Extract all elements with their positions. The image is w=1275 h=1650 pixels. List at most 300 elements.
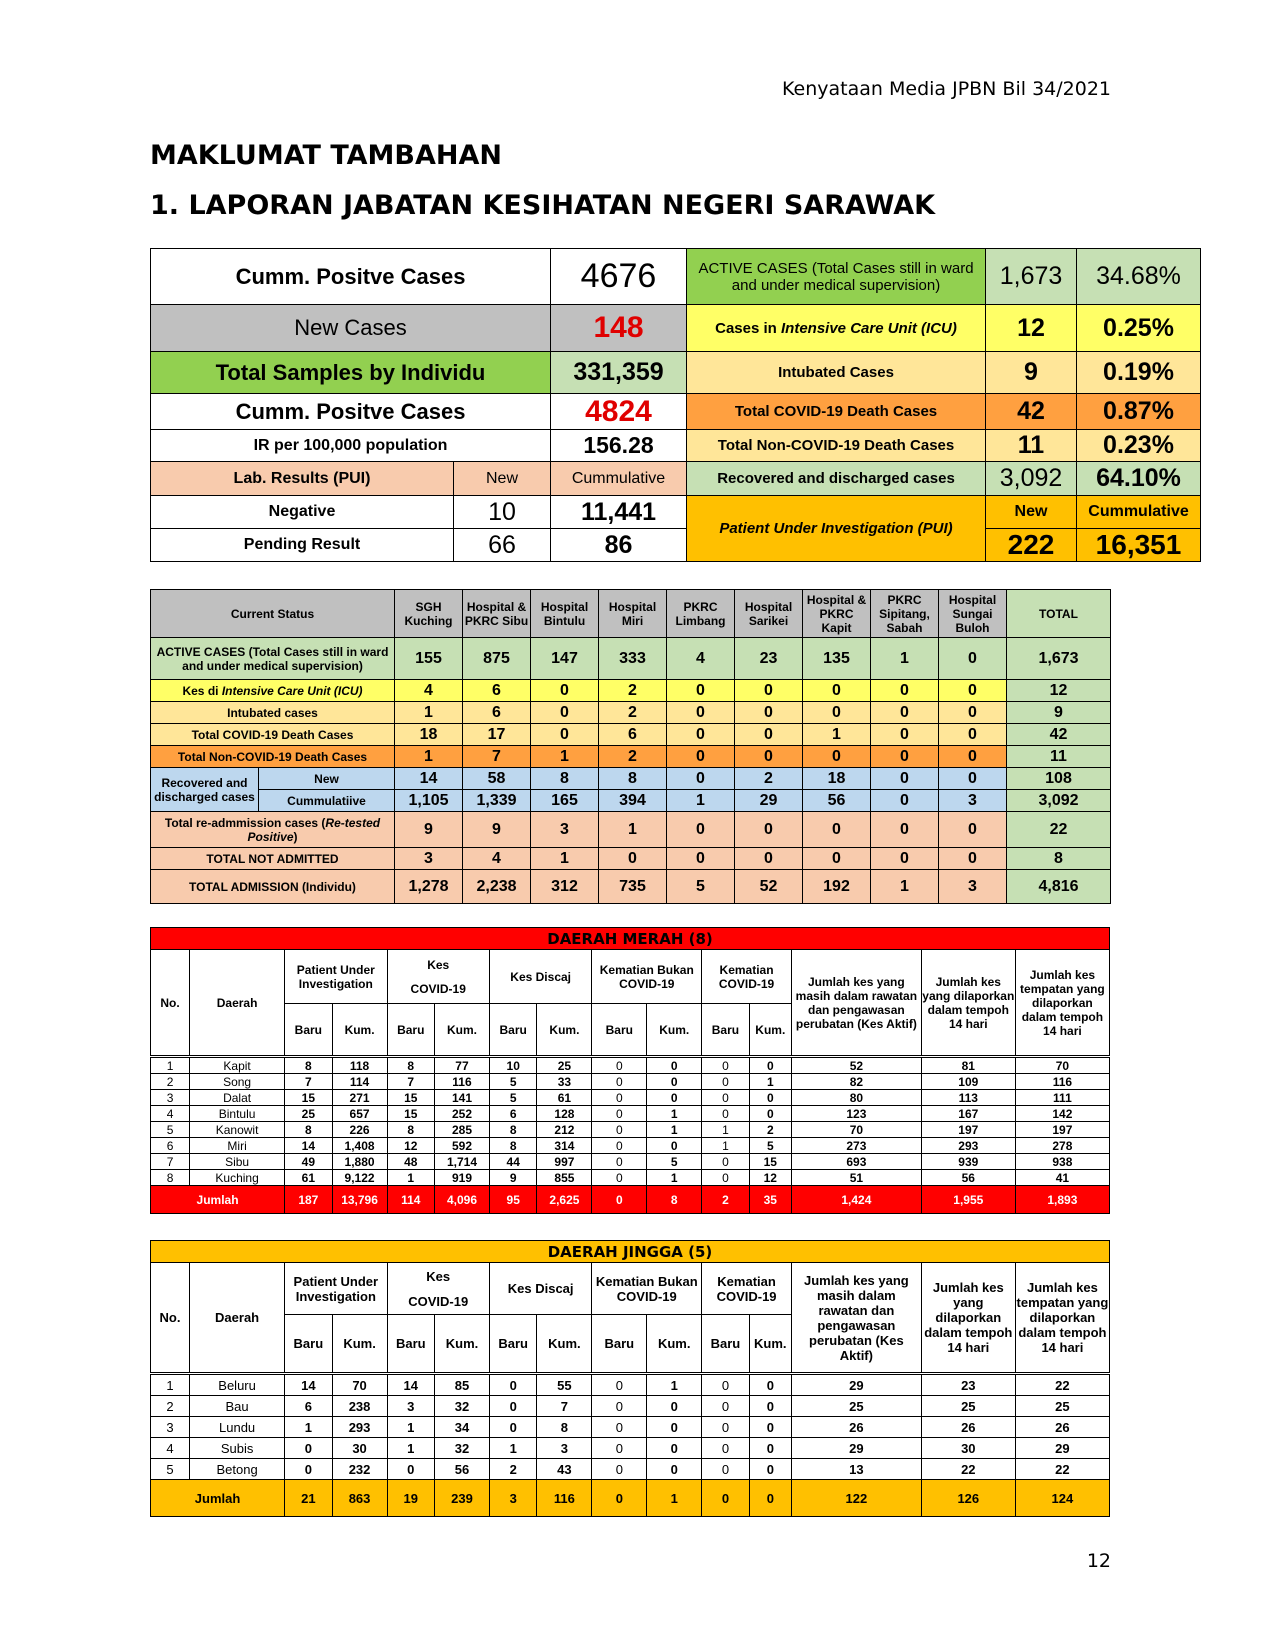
pui-new-header: New bbox=[986, 496, 1077, 529]
merah-cell: 252 bbox=[435, 1106, 490, 1122]
status-header-4: Hospital Miri bbox=[599, 590, 667, 638]
status-notadm-cell: 0 bbox=[667, 848, 735, 870]
jingga-total-cell: Jumlah bbox=[151, 1480, 285, 1517]
non-covid-death-value: 11 bbox=[986, 430, 1077, 462]
merah-cell: 1 bbox=[749, 1074, 791, 1090]
jingga-cell: Subis bbox=[190, 1438, 285, 1459]
status-icu-cell: 0 bbox=[939, 680, 1007, 702]
status-notadm-cell: 1 bbox=[531, 848, 599, 870]
merah-cell: 278 bbox=[1015, 1138, 1109, 1154]
merah-cell: 81 bbox=[921, 1058, 1015, 1074]
table-row bbox=[151, 1090, 1110, 1106]
pui-new-value: 222 bbox=[986, 529, 1077, 562]
status-notadm-cell: 0 bbox=[803, 848, 871, 870]
jingga-h-14a: Jumlah kes yang dilaporkan dalam tempoh 14 hari bbox=[921, 1263, 1015, 1373]
pending-new: 66 bbox=[454, 529, 551, 562]
merah-cell: 0 bbox=[702, 1074, 750, 1090]
status-notadm-cell: 0 bbox=[735, 848, 803, 870]
status-header-1: SGH Kuching bbox=[395, 590, 463, 638]
jingga-cell: 13 bbox=[791, 1459, 921, 1480]
jingga-cell: 0 bbox=[489, 1417, 537, 1438]
recovered-value: 3,092 bbox=[986, 462, 1077, 496]
status-recovered-cum-label: Cummulatiive bbox=[259, 790, 395, 812]
status-icu-cell: 0 bbox=[871, 680, 939, 702]
status-notadm-cell: 0 bbox=[871, 848, 939, 870]
merah-cell: 33 bbox=[537, 1074, 592, 1090]
total-samples-label: Total Samples by Individu bbox=[151, 352, 551, 394]
merah-cell: 226 bbox=[332, 1122, 387, 1138]
status-nondeath-cell: 7 bbox=[463, 746, 531, 768]
merah-total-cell: 35 bbox=[749, 1186, 791, 1214]
status-icu-cell: 0 bbox=[667, 680, 735, 702]
merah-total-cell: Jumlah bbox=[151, 1186, 285, 1214]
cumm-positive-value-2: 4824 bbox=[551, 394, 687, 430]
merah-cell: 0 bbox=[592, 1058, 647, 1074]
status-readm-cell: 0 bbox=[803, 812, 871, 848]
status-icu-cell: 4 bbox=[395, 680, 463, 702]
jingga-cell: 0 bbox=[285, 1459, 333, 1480]
status-intub-cell: 0 bbox=[939, 702, 1007, 724]
cumm-positive-label-2: Cumm. Positve Cases bbox=[151, 394, 551, 430]
merah-cell: 15 bbox=[749, 1154, 791, 1170]
table-row bbox=[151, 1154, 1110, 1170]
recovered-pct: 64.10% bbox=[1077, 462, 1201, 496]
jingga-cell: 55 bbox=[537, 1375, 592, 1396]
status-notadm-cell: 0 bbox=[939, 848, 1007, 870]
jingga-cell: 1 bbox=[151, 1375, 190, 1396]
jingga-total-cell: 0 bbox=[592, 1480, 647, 1517]
merah-cell: 1,714 bbox=[435, 1154, 490, 1170]
merah-cell: 0 bbox=[702, 1170, 750, 1186]
jingga-title: DAERAH JINGGA (5) bbox=[151, 1241, 1110, 1263]
jingga-cell: 29 bbox=[791, 1438, 921, 1459]
status-notadm-cell: 8 bbox=[1007, 848, 1111, 870]
merah-cell: 212 bbox=[537, 1122, 592, 1138]
merah-cell: 123 bbox=[791, 1106, 921, 1122]
status-rec_cum-cell: 3 bbox=[939, 790, 1007, 812]
intubated-value: 9 bbox=[986, 352, 1077, 394]
jingga-cell: 26 bbox=[1015, 1417, 1109, 1438]
merah-cell: 114 bbox=[332, 1074, 387, 1090]
status-icu-cell: 0 bbox=[735, 680, 803, 702]
status-active-cell: 4 bbox=[667, 638, 735, 680]
merah-h-baru: Baru bbox=[592, 1004, 647, 1056]
jingga-h-kes: Kes COVID-19 bbox=[387, 1263, 489, 1315]
merah-cell: 70 bbox=[791, 1122, 921, 1138]
icu-label: Cases in Intensive Care Unit (ICU) bbox=[687, 305, 986, 352]
status-nondeath-cell: 0 bbox=[803, 746, 871, 768]
merah-h-kc: Kematian COVID-19 bbox=[702, 950, 792, 1004]
covid-death-label: Total COVID-19 Death Cases bbox=[687, 394, 986, 430]
merah-cell: 141 bbox=[435, 1090, 490, 1106]
table-row bbox=[151, 1375, 1110, 1396]
status-rec_cum-cell: 1 bbox=[667, 790, 735, 812]
status-header-10: TOTAL bbox=[1007, 590, 1111, 638]
jingga-h-baru: Baru bbox=[702, 1315, 750, 1373]
merah-total-cell: 187 bbox=[285, 1186, 333, 1214]
merah-cell: 111 bbox=[1015, 1090, 1109, 1106]
jingga-cell: 3 bbox=[151, 1417, 190, 1438]
status-rec_cum-cell: 3,092 bbox=[1007, 790, 1111, 812]
jingga-cell: 43 bbox=[537, 1459, 592, 1480]
jingga-cell: 0 bbox=[749, 1438, 791, 1459]
negative-cumulative: 11,441 bbox=[551, 496, 687, 529]
status-active-cell: 1,673 bbox=[1007, 638, 1111, 680]
status-death-cell: 0 bbox=[531, 724, 599, 746]
merah-h-14a: Jumlah kes yang dilaporkan dalam tempoh 14 hari bbox=[921, 950, 1015, 1056]
non-covid-death-pct: 0.23% bbox=[1077, 430, 1201, 462]
jingga-h-kum: Kum. bbox=[647, 1315, 702, 1373]
status-admission-label: TOTAL ADMISSION (Individu) bbox=[151, 870, 395, 904]
merah-cell: 70 bbox=[1015, 1058, 1109, 1074]
jingga-cell: 0 bbox=[592, 1459, 647, 1480]
jingga-cell: 25 bbox=[921, 1396, 1015, 1417]
status-adm-cell: 1 bbox=[871, 870, 939, 904]
jingga-cell: 0 bbox=[702, 1396, 750, 1417]
status-header-7: Hospital & PKRC Kapit bbox=[803, 590, 871, 638]
negative-new: 10 bbox=[454, 496, 551, 529]
jingga-cell: 0 bbox=[749, 1459, 791, 1480]
jingga-cell: 0 bbox=[749, 1417, 791, 1438]
status-rec_cum-cell: 56 bbox=[803, 790, 871, 812]
merah-cell: Song bbox=[190, 1074, 285, 1090]
status-notadm-cell: 0 bbox=[599, 848, 667, 870]
merah-cell: 82 bbox=[791, 1074, 921, 1090]
merah-cell: Kanowit bbox=[190, 1122, 285, 1138]
merah-h-aktif: Jumlah kes yang masih dalam rawatan dan pengawasan perubatan (Kes Aktif) bbox=[791, 950, 921, 1056]
merah-cell: 15 bbox=[387, 1106, 435, 1122]
status-intub-cell: 0 bbox=[531, 702, 599, 724]
merah-cell: 1 bbox=[702, 1122, 750, 1138]
summary-table bbox=[150, 248, 1201, 562]
merah-cell: 6 bbox=[151, 1138, 190, 1154]
merah-total-cell: 1,955 bbox=[921, 1186, 1015, 1214]
jingga-total-cell: 19 bbox=[387, 1480, 435, 1517]
active-cases-pct: 34.68% bbox=[1077, 249, 1201, 305]
jingga-cell: 0 bbox=[592, 1375, 647, 1396]
table-row bbox=[151, 1106, 1110, 1122]
jingga-cell: 3 bbox=[537, 1438, 592, 1459]
jingga-total-cell: 3 bbox=[489, 1480, 537, 1517]
jingga-cell: 0 bbox=[749, 1396, 791, 1417]
jingga-h-baru: Baru bbox=[285, 1315, 333, 1373]
jingga-total-cell: 0 bbox=[749, 1480, 791, 1517]
cumm-positive-label: Cumm. Positve Cases bbox=[151, 249, 551, 305]
merah-cell: 41 bbox=[1015, 1170, 1109, 1186]
merah-cell: 1 bbox=[387, 1170, 435, 1186]
status-intub-cell: 0 bbox=[667, 702, 735, 724]
merah-cell: 15 bbox=[387, 1090, 435, 1106]
status-rec_new-cell: 2 bbox=[735, 768, 803, 790]
merah-total-cell: 0 bbox=[592, 1186, 647, 1214]
merah-cell: 61 bbox=[537, 1090, 592, 1106]
merah-cell: 118 bbox=[332, 1058, 387, 1074]
jingga-cell: 0 bbox=[749, 1375, 791, 1396]
jingga-cell: 2 bbox=[151, 1396, 190, 1417]
status-death-cell: 6 bbox=[599, 724, 667, 746]
jingga-cell: 1 bbox=[387, 1417, 435, 1438]
jingga-cell: 23 bbox=[921, 1375, 1015, 1396]
jingga-cell: 25 bbox=[1015, 1396, 1109, 1417]
jingga-cell: Betong bbox=[190, 1459, 285, 1480]
status-icu-cell: 12 bbox=[1007, 680, 1111, 702]
pui-cumulative-header: Cummulative bbox=[1077, 496, 1201, 529]
status-nondeath-cell: 0 bbox=[871, 746, 939, 768]
jingga-total-cell: 0 bbox=[702, 1480, 750, 1517]
icu-value: 12 bbox=[986, 305, 1077, 352]
status-rec_cum-cell: 29 bbox=[735, 790, 803, 812]
merah-h-kbc: Kematian Bukan COVID-19 bbox=[592, 950, 702, 1004]
merah-cell: 4 bbox=[151, 1106, 190, 1122]
status-not-admitted-label: TOTAL NOT ADMITTED bbox=[151, 848, 395, 870]
merah-cell: Kuching bbox=[190, 1170, 285, 1186]
merah-cell: 109 bbox=[921, 1074, 1015, 1090]
merah-total-cell: 2 bbox=[702, 1186, 750, 1214]
merah-cell: 293 bbox=[921, 1138, 1015, 1154]
status-icu-cell: 0 bbox=[531, 680, 599, 702]
jingga-cell: 0 bbox=[647, 1417, 702, 1438]
status-active-cell: 333 bbox=[599, 638, 667, 680]
daerah-jingga-table bbox=[150, 1240, 1110, 1517]
jingga-h-baru: Baru bbox=[592, 1315, 647, 1373]
merah-cell: 0 bbox=[647, 1074, 702, 1090]
merah-cell: 3 bbox=[151, 1090, 190, 1106]
status-intub-cell: 6 bbox=[463, 702, 531, 724]
merah-h-no: No. bbox=[151, 950, 190, 1056]
jingga-h-kbc: Kematian Bukan COVID-19 bbox=[592, 1263, 702, 1315]
merah-cell: 8 bbox=[387, 1058, 435, 1074]
merah-h-baru: Baru bbox=[702, 1004, 750, 1056]
non-covid-death-label: Total Non-COVID-19 Death Cases bbox=[687, 430, 986, 462]
merah-cell: 197 bbox=[921, 1122, 1015, 1138]
merah-cell: 56 bbox=[921, 1170, 1015, 1186]
active-cases-label: ACTIVE CASES (Total Cases still in ward and under medical supervision) bbox=[687, 249, 986, 305]
merah-total-cell: 114 bbox=[387, 1186, 435, 1214]
jingga-cell: 1 bbox=[285, 1417, 333, 1438]
table-row bbox=[151, 1459, 1110, 1480]
jingga-cell: 0 bbox=[702, 1438, 750, 1459]
table-row bbox=[151, 1170, 1110, 1186]
merah-cell: 113 bbox=[921, 1090, 1015, 1106]
status-rec_cum-cell: 394 bbox=[599, 790, 667, 812]
status-readm-cell: 9 bbox=[463, 812, 531, 848]
merah-cell: 25 bbox=[537, 1058, 592, 1074]
merah-cell: Bintulu bbox=[190, 1106, 285, 1122]
status-readm-cell: 0 bbox=[939, 812, 1007, 848]
pui-label: Patient Under Investigation (PUI) bbox=[687, 496, 986, 562]
status-rec_new-cell: 14 bbox=[395, 768, 463, 790]
status-nondeath-cell: 11 bbox=[1007, 746, 1111, 768]
merah-total-cell: 13,796 bbox=[332, 1186, 387, 1214]
merah-h-kum: Kum. bbox=[749, 1004, 791, 1056]
merah-cell: 61 bbox=[285, 1170, 333, 1186]
covid-death-pct: 0.87% bbox=[1077, 394, 1201, 430]
merah-cell: 142 bbox=[1015, 1106, 1109, 1122]
jingga-cell: 25 bbox=[791, 1396, 921, 1417]
lab-cumulative-header: Cummulative bbox=[551, 462, 687, 496]
status-active-cell: 0 bbox=[939, 638, 1007, 680]
merah-cell: 997 bbox=[537, 1154, 592, 1170]
merah-cell: Miri bbox=[190, 1138, 285, 1154]
merah-cell: 8 bbox=[285, 1122, 333, 1138]
status-nondeath-cell: 2 bbox=[599, 746, 667, 768]
daerah-merah-table bbox=[150, 927, 1110, 1214]
merah-total-cell: 95 bbox=[489, 1186, 537, 1214]
merah-cell: 77 bbox=[435, 1058, 490, 1074]
merah-cell: 14 bbox=[285, 1138, 333, 1154]
status-death-cell: 1 bbox=[803, 724, 871, 746]
status-readm-cell: 0 bbox=[667, 812, 735, 848]
new-cases-value: 148 bbox=[551, 305, 687, 352]
lab-results-label: Lab. Results (PUI) bbox=[151, 462, 454, 496]
merah-h-baru: Baru bbox=[387, 1004, 435, 1056]
merah-total-cell: 2,625 bbox=[537, 1186, 592, 1214]
jingga-cell: 26 bbox=[791, 1417, 921, 1438]
current-status-table bbox=[150, 589, 1111, 904]
merah-cell: Kapit bbox=[190, 1058, 285, 1074]
status-rec_new-cell: 8 bbox=[599, 768, 667, 790]
merah-cell: 273 bbox=[791, 1138, 921, 1154]
jingga-cell: 0 bbox=[285, 1438, 333, 1459]
merah-cell: 5 bbox=[151, 1122, 190, 1138]
merah-cell: 6 bbox=[489, 1106, 537, 1122]
merah-cell: 0 bbox=[592, 1154, 647, 1170]
status-header-3: Hospital Bintulu bbox=[531, 590, 599, 638]
merah-cell: 0 bbox=[647, 1058, 702, 1074]
jingga-cell: 14 bbox=[387, 1375, 435, 1396]
merah-total-cell: 1,424 bbox=[791, 1186, 921, 1214]
merah-cell: 51 bbox=[791, 1170, 921, 1186]
jingga-total-cell: 116 bbox=[537, 1480, 592, 1517]
status-readm-cell: 3 bbox=[531, 812, 599, 848]
merah-cell: 314 bbox=[537, 1138, 592, 1154]
merah-cell: 48 bbox=[387, 1154, 435, 1170]
jingga-cell: 29 bbox=[1015, 1438, 1109, 1459]
status-intub-cell: 9 bbox=[1007, 702, 1111, 724]
merah-h-pui: Patient Under Investigation bbox=[285, 950, 387, 1004]
merah-cell: 592 bbox=[435, 1138, 490, 1154]
document-reference: Kenyataan Media JPBN Bil 34/2021 bbox=[782, 78, 1111, 100]
status-death-cell: 18 bbox=[395, 724, 463, 746]
merah-cell: 0 bbox=[592, 1170, 647, 1186]
status-icu-cell: 0 bbox=[803, 680, 871, 702]
merah-cell: Dalat bbox=[190, 1090, 285, 1106]
status-icu-cell: 6 bbox=[463, 680, 531, 702]
merah-cell: 938 bbox=[1015, 1154, 1109, 1170]
negative-label: Negative bbox=[151, 496, 454, 529]
merah-cell: 0 bbox=[592, 1074, 647, 1090]
merah-cell: 8 bbox=[285, 1058, 333, 1074]
jingga-cell: 2 bbox=[489, 1459, 537, 1480]
jingga-cell: 70 bbox=[332, 1375, 387, 1396]
jingga-cell: 29 bbox=[791, 1375, 921, 1396]
pending-cumulative: 86 bbox=[551, 529, 687, 562]
merah-cell: 1 bbox=[647, 1122, 702, 1138]
jingga-cell: 32 bbox=[435, 1438, 490, 1459]
merah-cell: 1 bbox=[647, 1170, 702, 1186]
merah-cell: 0 bbox=[647, 1090, 702, 1106]
merah-h-kum: Kum. bbox=[537, 1004, 592, 1056]
jingga-cell: 0 bbox=[647, 1459, 702, 1480]
jingga-cell: 26 bbox=[921, 1417, 1015, 1438]
active-cases-value: 1,673 bbox=[986, 249, 1077, 305]
status-death-cell: 0 bbox=[735, 724, 803, 746]
jingga-h-kc: Kematian COVID-19 bbox=[702, 1263, 792, 1315]
table-row bbox=[151, 1074, 1110, 1090]
merah-cell: 1 bbox=[702, 1138, 750, 1154]
jingga-cell: 0 bbox=[489, 1375, 537, 1396]
status-adm-cell: 5 bbox=[667, 870, 735, 904]
status-header-6: Hospital Sarikei bbox=[735, 590, 803, 638]
merah-cell: 5 bbox=[489, 1074, 537, 1090]
jingga-cell: 7 bbox=[537, 1396, 592, 1417]
jingga-cell: 0 bbox=[592, 1396, 647, 1417]
intubated-label: Intubated Cases bbox=[687, 352, 986, 394]
status-adm-cell: 1,278 bbox=[395, 870, 463, 904]
jingga-cell: 32 bbox=[435, 1396, 490, 1417]
status-intubated-label: Intubated cases bbox=[151, 702, 395, 724]
jingga-cell: 0 bbox=[489, 1396, 537, 1417]
status-adm-cell: 735 bbox=[599, 870, 667, 904]
jingga-cell: Bau bbox=[190, 1396, 285, 1417]
jingga-total-cell: 1 bbox=[647, 1480, 702, 1517]
merah-cell: 7 bbox=[387, 1074, 435, 1090]
merah-cell: 5 bbox=[647, 1154, 702, 1170]
jingga-cell: 30 bbox=[332, 1438, 387, 1459]
merah-h-daerah: Daerah bbox=[190, 950, 285, 1056]
merah-cell: 10 bbox=[489, 1058, 537, 1074]
status-active-label: ACTIVE CASES (Total Cases still in ward and under medical supervision) bbox=[151, 638, 395, 680]
new-cases-label: New Cases bbox=[151, 305, 551, 352]
merah-h-14b: Jumlah kes tempatan yang dilaporkan dalam tempoh 14 hari bbox=[1015, 950, 1109, 1056]
merah-h-baru: Baru bbox=[489, 1004, 537, 1056]
status-active-cell: 155 bbox=[395, 638, 463, 680]
ir-value: 156.28 bbox=[551, 430, 687, 462]
merah-cell: 167 bbox=[921, 1106, 1015, 1122]
status-intub-cell: 0 bbox=[735, 702, 803, 724]
jingga-h-kum: Kum. bbox=[332, 1315, 387, 1373]
merah-cell: 0 bbox=[702, 1106, 750, 1122]
status-nondeath-cell: 1 bbox=[531, 746, 599, 768]
jingga-h-kum: Kum. bbox=[749, 1315, 791, 1373]
status-adm-cell: 52 bbox=[735, 870, 803, 904]
merah-cell: 0 bbox=[592, 1138, 647, 1154]
jingga-cell: 0 bbox=[387, 1459, 435, 1480]
merah-cell: 0 bbox=[592, 1106, 647, 1122]
merah-cell: 0 bbox=[702, 1154, 750, 1170]
jingga-cell: 22 bbox=[921, 1459, 1015, 1480]
merah-title: DAERAH MERAH (8) bbox=[151, 928, 1110, 950]
recovered-label: Recovered and discharged cases bbox=[687, 462, 986, 496]
merah-cell: 80 bbox=[791, 1090, 921, 1106]
jingga-h-kum: Kum. bbox=[435, 1315, 490, 1373]
status-intub-cell: 1 bbox=[395, 702, 463, 724]
jingga-cell: 5 bbox=[151, 1459, 190, 1480]
status-rec_new-cell: 0 bbox=[667, 768, 735, 790]
merah-cell: 657 bbox=[332, 1106, 387, 1122]
status-icu-label: Kes di Intensive Care Unit (ICU) bbox=[151, 680, 395, 702]
merah-cell: 2 bbox=[151, 1074, 190, 1090]
jingga-cell: 14 bbox=[285, 1375, 333, 1396]
status-notadm-cell: 4 bbox=[463, 848, 531, 870]
status-header-8: PKRC Sipitang, Sabah bbox=[871, 590, 939, 638]
status-adm-cell: 2,238 bbox=[463, 870, 531, 904]
status-adm-cell: 4,816 bbox=[1007, 870, 1111, 904]
jingga-cell: 30 bbox=[921, 1438, 1015, 1459]
status-active-cell: 147 bbox=[531, 638, 599, 680]
subsection-title: 1. LAPORAN JABATAN KESIHATAN NEGERI SARAWAK bbox=[150, 190, 936, 221]
status-active-cell: 23 bbox=[735, 638, 803, 680]
